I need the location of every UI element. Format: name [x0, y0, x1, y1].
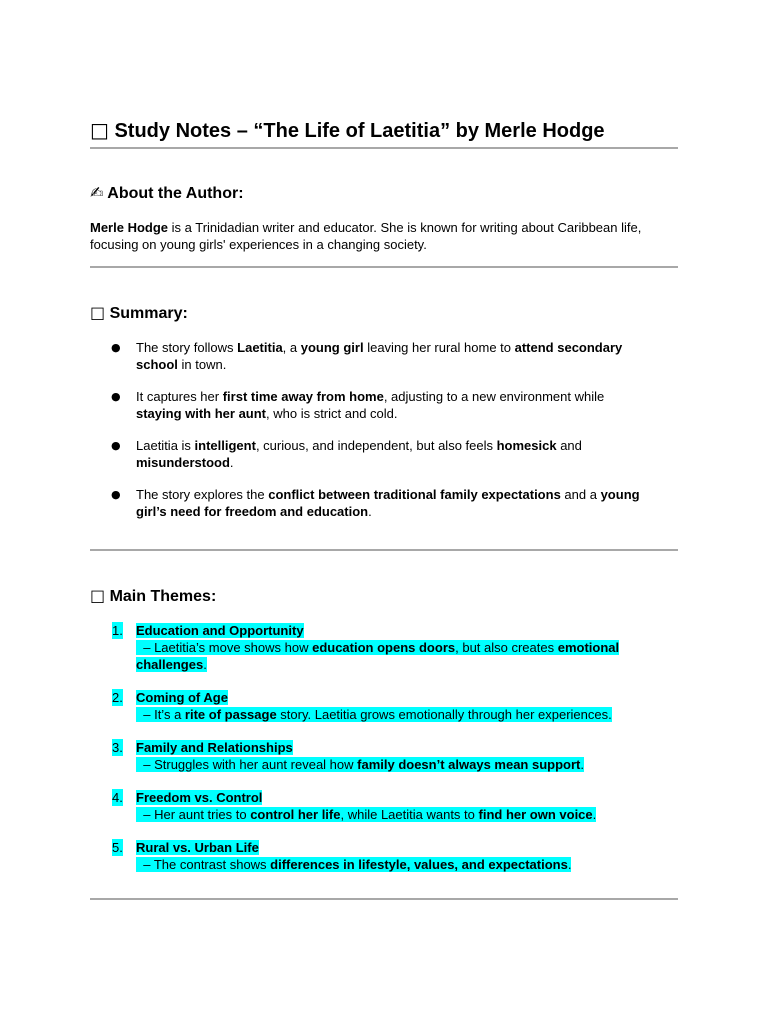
- summary-bold: young girl: [300, 340, 364, 355]
- author-paragraph: [90, 219, 682, 253]
- theme-title: Family and Relationships: [136, 740, 293, 755]
- summary-text: , adjusting to a new environment while: [383, 389, 605, 404]
- list-item: [90, 437, 678, 471]
- theme-title: Coming of Age: [136, 690, 228, 705]
- summary-text: , who is strict and cold.: [266, 406, 398, 421]
- theme-text: story. Laetitia grows emotionally through her experiences.: [276, 707, 612, 722]
- list-item: [90, 789, 678, 823]
- author-heading-text: About the Author:: [107, 185, 244, 202]
- theme-text: , while Laetitia wants to: [340, 807, 479, 822]
- list-item: [90, 739, 678, 773]
- summary-bold: first time away from home: [222, 389, 384, 404]
- theme-bold: rite of passage: [184, 707, 277, 722]
- summary-text: It captures her: [136, 389, 223, 404]
- summary-bold: school: [136, 357, 178, 372]
- summary-text: The story follows: [136, 340, 238, 355]
- theme-bold: education opens doors: [312, 640, 456, 655]
- list-item: [90, 622, 678, 673]
- summary-heading-text: Summary:: [109, 305, 188, 322]
- list-item: [90, 839, 678, 873]
- author-text-line2: focusing on young girls' experiences in a changing society.: [90, 237, 427, 252]
- summary-bold: attend secondary: [514, 340, 623, 355]
- summary-text: leaving her rural home to: [363, 340, 515, 355]
- theme-text: .: [580, 757, 584, 772]
- summary-text: The story explores the: [136, 487, 269, 502]
- theme-bold: differences in lifestyle, values, and expectations: [270, 857, 568, 872]
- theme-bold: emotional: [557, 640, 620, 655]
- summary-bold: intelligent: [194, 438, 256, 453]
- summary-text: , curious, and independent, but also feels: [255, 438, 497, 453]
- box-icon: □: [90, 303, 106, 322]
- theme-title: Rural vs. Urban Life: [136, 840, 259, 855]
- summary-bold: young: [600, 487, 640, 502]
- list-item: [90, 689, 678, 723]
- bullet-icon: ●: [111, 488, 121, 501]
- list-item: [90, 339, 678, 373]
- theme-text: – Her aunt tries to: [143, 807, 251, 822]
- summary-text: and: [556, 438, 582, 453]
- summary-text: , a: [282, 340, 301, 355]
- summary-bold: staying with her aunt: [136, 406, 267, 421]
- divider: [90, 549, 678, 551]
- summary-heading: [90, 302, 188, 325]
- theme-text: – Laetitia’s move shows how: [143, 640, 313, 655]
- box-icon: □: [90, 586, 106, 605]
- theme-text: – The contrast shows: [143, 857, 271, 872]
- summary-bold: homesick: [496, 438, 557, 453]
- author-text-line1: is a Trinidadian writer and educator. She is known for writing about Caribbean life,: [168, 220, 642, 235]
- summary-text: .: [368, 504, 372, 519]
- divider: [90, 266, 678, 268]
- theme-number: 4.: [112, 790, 123, 805]
- summary-text: Laetitia is: [136, 438, 195, 453]
- summary-bold: conflict between traditional family expectations: [268, 487, 561, 502]
- theme-title: Freedom vs. Control: [136, 790, 263, 805]
- box-icon: □: [90, 118, 109, 142]
- theme-text: – It’s a: [143, 707, 185, 722]
- summary-bold: Laetitia: [237, 340, 283, 355]
- bullet-icon: ●: [111, 390, 121, 403]
- themes-heading-text: Main Themes:: [109, 588, 217, 605]
- theme-text: .: [592, 807, 597, 822]
- theme-number: 5.: [112, 840, 123, 855]
- page-title-text: Study Notes – “The Life of Laetitia” by Merle Hodge: [114, 120, 605, 142]
- list-item: [90, 388, 678, 422]
- summary-list: [90, 339, 678, 520]
- summary-text: and a: [560, 487, 601, 502]
- theme-text: .: [203, 657, 207, 672]
- writing-hand-icon: ✍: [90, 183, 104, 202]
- bullet-icon: ●: [111, 439, 121, 452]
- theme-title: Education and Opportunity: [136, 623, 304, 638]
- theme-bold: find her own voice: [478, 807, 593, 822]
- author-heading: [90, 182, 244, 205]
- theme-text: – Struggles with her aunt reveal how: [143, 757, 358, 772]
- theme-text: .: [567, 857, 572, 872]
- summary-bold: girl’s need for freedom and education: [136, 504, 369, 519]
- theme-number: 1.: [112, 623, 123, 638]
- summary-text: .: [229, 455, 234, 470]
- author-name: Merle Hodge: [90, 220, 169, 235]
- theme-number: 2.: [112, 690, 123, 705]
- list-item: [90, 486, 678, 520]
- summary-bold: misunderstood: [136, 455, 230, 470]
- bullet-icon: ●: [111, 341, 121, 354]
- theme-bold: family doesn’t always mean support: [357, 757, 581, 772]
- theme-bold: challenges: [136, 657, 204, 672]
- summary-text: in town.: [177, 357, 227, 372]
- theme-number: 3.: [112, 740, 123, 755]
- themes-list: [90, 622, 678, 873]
- themes-heading: [90, 585, 216, 608]
- divider: [90, 898, 678, 900]
- theme-text: , but also creates: [455, 640, 558, 655]
- divider: [90, 147, 678, 149]
- page-title: [90, 116, 678, 145]
- theme-bold: control her life: [250, 807, 341, 822]
